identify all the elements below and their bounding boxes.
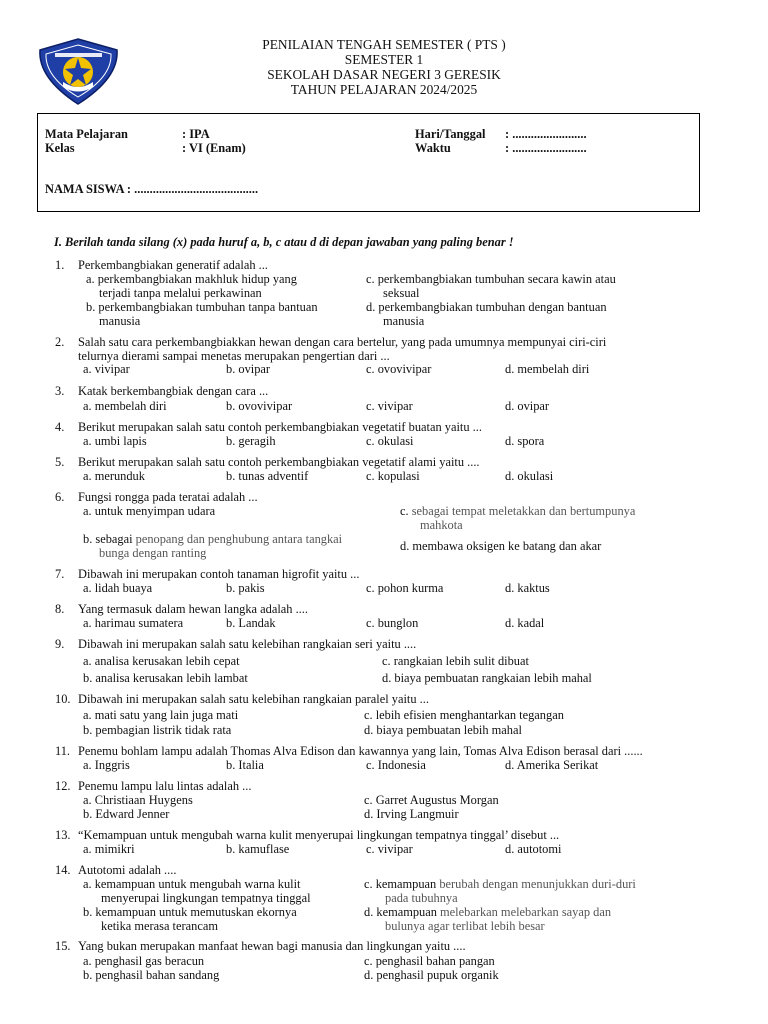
option-d[interactable]: d. kemampuan melebarkan melebarkan sayap dan: [364, 905, 612, 919]
question-text: Salah satu cara perkembangbiakkan hewan dengan cara bertelur, yang pada umumnya mempunyai ciri-ciri: [78, 335, 607, 349]
option-a[interactable]: a. vivipar: [83, 362, 130, 376]
option-d[interactable]: d. kadal: [505, 616, 545, 630]
option-a[interactable]: a. membelah diri: [83, 399, 167, 413]
option-d[interactable]: d. biaya pembuatan lebih mahal: [364, 723, 522, 737]
option-a[interactable]: a. mimikri: [83, 842, 135, 856]
option-c[interactable]: c. Indonesia: [366, 758, 426, 772]
question-text: Penemu lampu lalu lintas adalah ...: [78, 779, 252, 793]
option-c[interactable]: c. vivipar: [366, 842, 413, 856]
option-a[interactable]: a. penghasil gas beracun: [83, 954, 205, 968]
question-text: Autotomi adalah ....: [78, 863, 177, 877]
school-name: SEKOLAH DASAR NEGERI 3 GERESIK: [267, 67, 501, 82]
option-c[interactable]: c. perkembangbiakan tumbuhan secara kawin atau: [366, 272, 616, 286]
question-text: “Kemampuan untuk mengubah warna kulit menyerupai lingkungan tempatnya tinggal’ disebut ...: [78, 828, 560, 842]
student-info-box: [37, 113, 700, 212]
time-field[interactable]: : ........................: [505, 141, 587, 155]
option-c[interactable]: c. kopulasi: [366, 469, 420, 483]
option-d[interactable]: d. perkembangbiakan tumbuhan dengan bantuan: [366, 300, 607, 314]
question-text: Dibawah ini merupakan contoh tanaman higrofit yaitu ...: [78, 567, 360, 581]
option-d[interactable]: d. kaktus: [505, 581, 550, 595]
option-c[interactable]: c. pohon kurma: [366, 581, 444, 595]
student-name-field[interactable]: NAMA SISWA : ........................................: [45, 182, 259, 196]
option-c[interactable]: c. Garret Augustus Morgan: [364, 793, 499, 807]
day-label: Hari/Tanggal: [415, 127, 486, 141]
question-text: Fungsi rongga pada teratai adalah ...: [78, 490, 258, 504]
option-a[interactable]: a. harimau sumatera: [83, 616, 184, 630]
option-d[interactable]: d. spora: [505, 434, 545, 448]
class-value: : VI (Enam): [182, 141, 246, 155]
option-c[interactable]: c. okulasi: [366, 434, 414, 448]
option-b[interactable]: b. Edward Jenner: [83, 807, 170, 821]
option-b[interactable]: b. sebagai penopang dan penghubung antara tangkai: [83, 532, 343, 546]
question-text: Berikut merupakan salah satu contoh perkembangbiakan vegetatif alami yaitu ....: [78, 455, 480, 469]
option-b[interactable]: b. geragih: [226, 434, 276, 448]
option-a[interactable]: a. untuk menyimpan udara: [83, 504, 216, 518]
time-label: Waktu: [415, 141, 451, 155]
instruction: I. Berilah tanda silang (x) pada huruf a, b, c atau d di depan jawaban yang paling benar !: [54, 235, 514, 249]
option-c[interactable]: c. kemampuan berubah dengan menunjukkan duri-duri: [364, 877, 636, 891]
option-d[interactable]: d. membawa oksigen ke batang dan akar: [400, 539, 602, 553]
option-c[interactable]: c. lebih efisien menghantarkan tegangan: [364, 708, 564, 722]
class-label: Kelas: [45, 141, 75, 155]
option-a[interactable]: a. merunduk: [83, 469, 145, 483]
option-a[interactable]: a. lidah buaya: [83, 581, 153, 595]
option-d[interactable]: d. okulasi: [505, 469, 554, 483]
option-d[interactable]: d. membelah diri: [505, 362, 590, 376]
option-a[interactable]: a. perkembangbiakan makhluk hidup yang: [86, 272, 297, 286]
option-a[interactable]: a. analisa kerusakan lebih cepat: [83, 654, 240, 668]
day-field[interactable]: : ........................: [505, 127, 587, 141]
option-b[interactable]: b. Italia: [226, 758, 264, 772]
question-text: Yang termasuk dalam hewan langka adalah ....: [78, 602, 308, 616]
question-text: Berikut merupakan salah satu contoh perkembangbiakan vegetatif buatan yaitu ...: [78, 420, 482, 434]
school-year: TAHUN PELAJARAN 2024/2025: [290, 82, 478, 97]
subject-label: Mata Pelajaran: [45, 127, 128, 141]
option-d[interactable]: d. biaya pembuatan rangkaian lebih mahal: [382, 671, 592, 685]
option-d[interactable]: d. Amerika Serikat: [505, 758, 599, 772]
question-text: Perkembangbiakan generatif adalah ...: [78, 258, 268, 272]
question-text: Penemu bohlam lampu adalah Thomas Alva Edison dan kawannya yang lain, Tomas Alva Edison berasal dari ......: [78, 744, 643, 758]
option-a[interactable]: a. kemampuan untuk mengubah warna kulit: [83, 877, 301, 891]
option-d[interactable]: d. autotomi: [505, 842, 562, 856]
option-c[interactable]: c. penghasil bahan pangan: [364, 954, 495, 968]
question-text: Yang bukan merupakan manfaat hewan bagi manusia dan lingkungan yaitu ....: [78, 939, 466, 953]
option-b[interactable]: b. analisa kerusakan lebih lambat: [83, 671, 248, 685]
option-c[interactable]: c. rangkaian lebih sulit dibuat: [382, 654, 529, 668]
option-b[interactable]: b. kamuflase: [226, 842, 290, 856]
option-d[interactable]: d. ovipar: [505, 399, 550, 413]
option-a[interactable]: a. umbi lapis: [83, 434, 147, 448]
option-b[interactable]: b. Landak: [226, 616, 276, 630]
option-d[interactable]: d. Irving Langmuir: [364, 807, 459, 821]
option-b[interactable]: b. pembagian listrik tidak rata: [83, 723, 232, 737]
option-c[interactable]: c. vivipar: [366, 399, 413, 413]
exam-title: PENILAIAN TENGAH SEMESTER ( PTS ): [262, 37, 506, 52]
option-b[interactable]: b. perkembangbiakan tumbuhan tanpa bantuan: [86, 300, 318, 314]
option-b[interactable]: b. penghasil bahan sandang: [83, 968, 220, 982]
subject-value: : IPA: [182, 127, 210, 141]
option-a[interactable]: a. mati satu yang lain juga mati: [83, 708, 239, 722]
option-a[interactable]: a. Christiaan Huygens: [83, 793, 193, 807]
option-c[interactable]: c. sebagai tempat meletakkan dan bertumpunya: [400, 504, 636, 518]
option-c[interactable]: c. ovovivipar: [366, 362, 432, 376]
option-b[interactable]: b. kemampuan untuk memutuskan ekornya: [83, 905, 297, 919]
option-d[interactable]: d. penghasil pupuk organik: [364, 968, 499, 982]
question-text: Katak berkembangbiak dengan cara ...: [78, 384, 269, 398]
question-text: Dibawah ini merupakan salah satu kelebihan rangkaian seri yaitu ....: [78, 637, 417, 651]
option-b[interactable]: b. pakis: [226, 581, 265, 595]
option-c[interactable]: c. bunglon: [366, 616, 419, 630]
option-a[interactable]: a. Inggris: [83, 758, 130, 772]
option-b[interactable]: b. tunas adventif: [226, 469, 309, 483]
question-text: Dibawah ini merupakan salah satu kelebihan rangkaian paralel yaitu ...: [78, 692, 429, 706]
option-b[interactable]: b. ovipar: [226, 362, 271, 376]
option-b[interactable]: b. ovovivipar: [226, 399, 293, 413]
semester-label: SEMESTER 1: [344, 52, 424, 67]
